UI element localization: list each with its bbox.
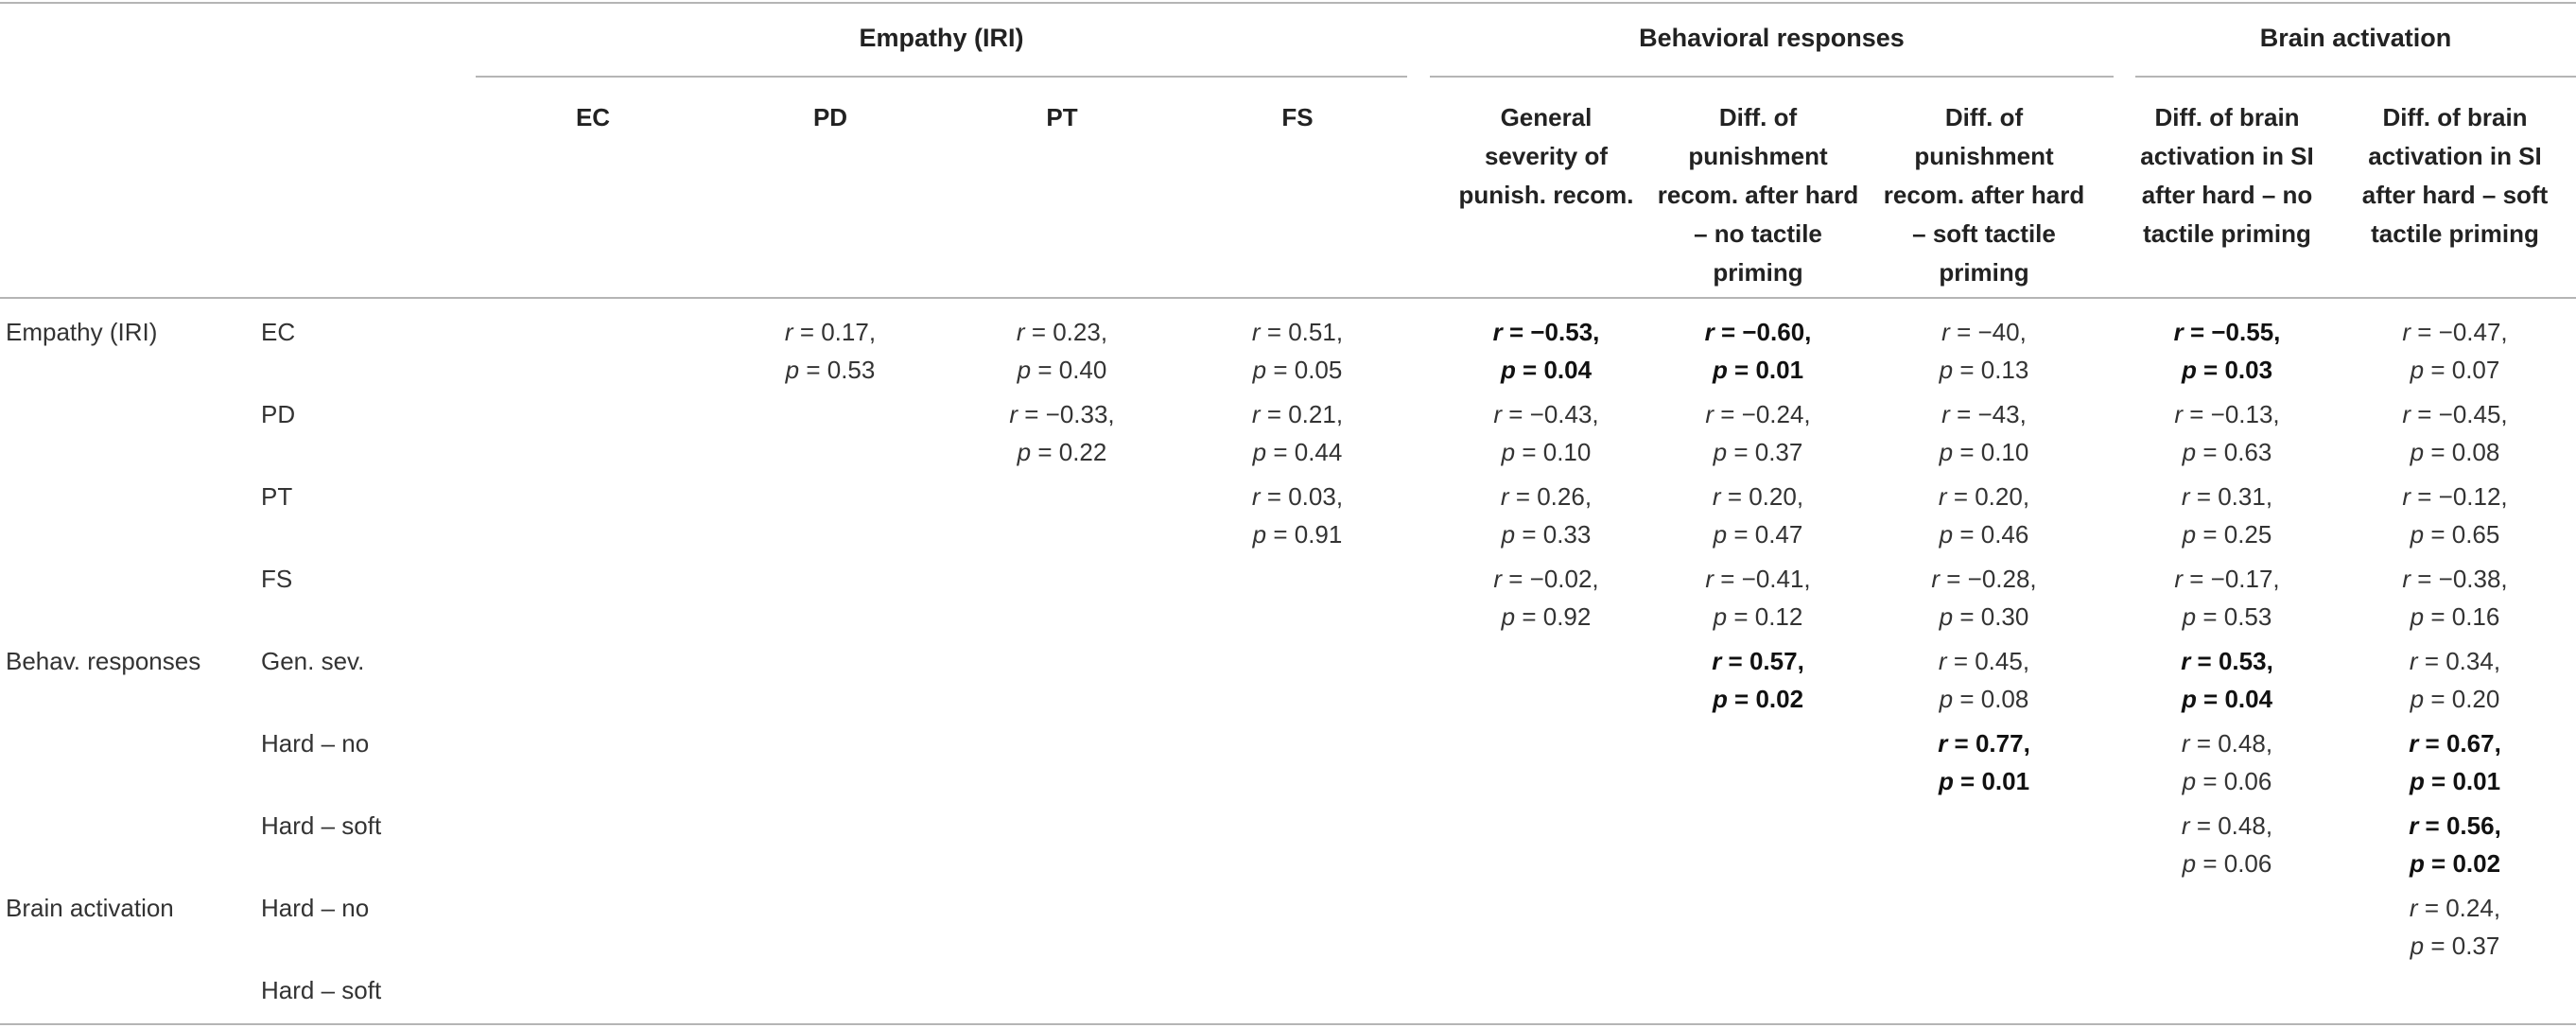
correlation-cell: r = 0.23, p = 0.40 [1016, 318, 1108, 384]
rule-bottom [0, 1023, 2576, 1025]
correlation-cell: r = 0.77, p = 0.01 [1938, 729, 2030, 795]
col-header-diff-punish-hard-soft: Diff. of punishment recom. after hard – soft tactile priming [1883, 103, 2085, 287]
correlation-cell: r = 0.17, p = 0.53 [784, 318, 877, 384]
col-header-ec: EC [575, 103, 611, 131]
correlation-cell: r = −0.12, p = 0.65 [2402, 482, 2508, 549]
rule-group-behavioral [1430, 76, 2114, 78]
correlation-cell: r = −0.02, p = 0.92 [1493, 565, 1599, 631]
correlation-cell: r = 0.57, p = 0.02 [1712, 647, 1804, 713]
group-header-empathy: Empathy (IRI) [859, 24, 1024, 52]
correlation-cell: r = 0.24, p = 0.37 [2409, 894, 2501, 960]
correlation-cell: r = 0.21, p = 0.44 [1251, 400, 1344, 466]
col-header-diff-punish-hard-no: Diff. of punishment recom. after hard – no tactile priming [1657, 103, 1859, 287]
correlation-cell: r = 0.48, p = 0.06 [2181, 729, 2273, 795]
col-header-diff-brain-hard-no: Diff. of brain activation in SI after hard – no tactile priming [2140, 103, 2314, 248]
correlation-cell: r = −0.55, p = 0.03 [2173, 318, 2281, 384]
correlation-cell: r = 0.53, p = 0.04 [2181, 647, 2273, 713]
rule-top [0, 2, 2576, 4]
correlation-cell: r = 0.67, p = 0.01 [2409, 729, 2501, 795]
correlation-cell: r = 0.03, p = 0.91 [1251, 482, 1344, 549]
correlation-cell: r = 0.45, p = 0.08 [1938, 647, 2030, 713]
correlation-cell: r = 0.26, p = 0.33 [1500, 482, 1593, 549]
col-header-pd: PD [812, 103, 848, 131]
correlation-cell: r = −40, p = 0.13 [1939, 318, 2029, 384]
correlation-cell: r = 0.20, p = 0.46 [1938, 482, 2030, 549]
row-group-label: Empathy (IRI) [6, 318, 158, 346]
correlation-cell: r = −0.53, p = 0.04 [1492, 318, 1600, 384]
group-header-behavioral: Behavioral responses [1639, 24, 1905, 52]
correlation-cell: r = −0.13, p = 0.63 [2174, 400, 2280, 466]
correlation-cell: r = 0.31, p = 0.25 [2181, 482, 2273, 549]
correlation-cell: r = −0.47, p = 0.07 [2402, 318, 2508, 384]
row-label: EC [261, 318, 296, 346]
rule-header-bottom [0, 297, 2576, 299]
correlation-cell: r = −0.33, p = 0.22 [1009, 400, 1115, 466]
row-label: Hard – soft [261, 976, 382, 1004]
correlation-cell: r = −0.28, p = 0.30 [1931, 565, 2037, 631]
correlation-cell: r = −0.38, p = 0.16 [2402, 565, 2508, 631]
row-label: PD [261, 400, 296, 428]
correlation-cell: r = 0.51, p = 0.05 [1251, 318, 1344, 384]
correlation-cell: r = 0.48, p = 0.06 [2181, 811, 2273, 878]
correlation-cell: r = 0.34, p = 0.20 [2409, 647, 2501, 713]
row-group-label: Brain activation [6, 894, 174, 922]
rule-group-brain [2135, 76, 2576, 78]
row-label: PT [261, 482, 293, 511]
correlation-cell: r = 0.56, p = 0.02 [2409, 811, 2501, 878]
col-header-fs: FS [1281, 103, 1314, 131]
row-label: Hard – no [261, 729, 370, 758]
correlation-cell: r = −0.43, p = 0.10 [1493, 400, 1599, 466]
correlation-cell: r = −0.17, p = 0.53 [2174, 565, 2280, 631]
correlation-cell: r = −0.24, p = 0.37 [1705, 400, 1811, 466]
rule-group-empathy [476, 76, 1407, 78]
group-header-brain: Brain activation [2259, 24, 2452, 52]
correlation-cell: r = −0.45, p = 0.08 [2402, 400, 2508, 466]
correlation-cell: r = 0.20, p = 0.47 [1712, 482, 1804, 549]
col-header-pt: PT [1046, 103, 1078, 131]
row-label: Hard – soft [261, 811, 382, 840]
row-label: FS [261, 565, 293, 593]
correlation-cell: r = −43, p = 0.10 [1939, 400, 2029, 466]
col-header-general-severity: General severity of punish. recom. [1458, 103, 1634, 209]
correlation-cell: r = −0.41, p = 0.12 [1705, 565, 1811, 631]
row-group-label: Behav. responses [6, 647, 201, 675]
col-header-diff-brain-hard-soft: Diff. of brain activation in SI after hard – soft tactile priming [2361, 103, 2549, 248]
row-label: Gen. sev. [261, 647, 365, 675]
correlation-cell: r = −0.60, p = 0.01 [1704, 318, 1812, 384]
row-label: Hard – no [261, 894, 370, 922]
